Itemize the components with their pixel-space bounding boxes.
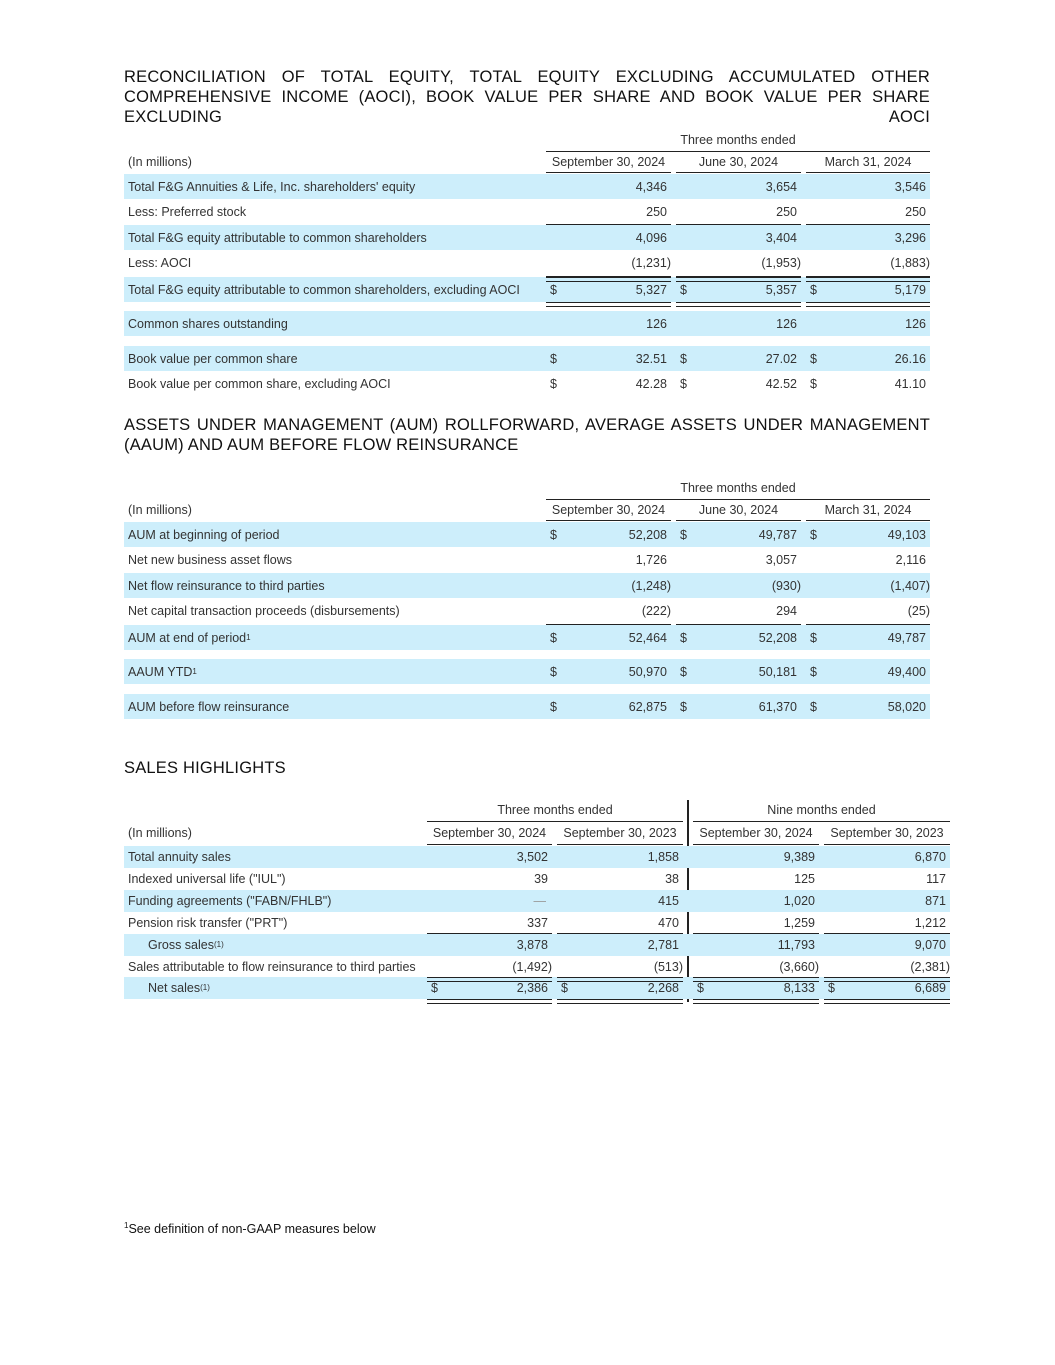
s1-row-label <box>128 250 191 276</box>
s1-cell <box>546 250 671 276</box>
s2-col-header-1: June 30, 2024 <box>698 503 779 517</box>
s2-cell <box>676 522 801 547</box>
s3-subtotal-rule <box>824 933 950 934</box>
s1-cell-value: 42.52 <box>765 376 797 391</box>
s1-cell-value: 3,546 <box>894 179 926 194</box>
s3-cell-value: 9,070 <box>914 938 946 952</box>
s2-cell-value: (1,407) <box>890 578 930 593</box>
s2-cell-value: 61,370 <box>758 699 797 714</box>
s1-cell-value: 3,654 <box>765 179 797 194</box>
s1-cell-value: 4,346 <box>635 179 667 194</box>
s3-cell <box>824 846 950 868</box>
s3-row-label <box>128 912 287 933</box>
s1-cell-value: 41.10 <box>894 376 926 391</box>
s3-total-rule <box>824 977 950 982</box>
s1-dollar-sign: $ <box>810 282 817 297</box>
s3-cell-value: (513) <box>653 959 683 974</box>
s2-cell <box>546 547 671 572</box>
s1-subtotal-rule <box>546 224 671 225</box>
s1-cell-value: 250 <box>905 204 926 219</box>
s2-cell <box>676 659 801 684</box>
s2-cell-value: 1,726 <box>635 552 667 567</box>
s1-cell <box>806 174 930 199</box>
s2-cell-value: 52,208 <box>628 527 667 542</box>
s1-total-double-rule <box>546 302 671 307</box>
s3-row-1 <box>124 868 950 890</box>
s3-subtotal-rule <box>693 933 819 934</box>
s1-cell-value: 32.51 <box>635 351 667 366</box>
s1-total-double-rule <box>806 302 930 307</box>
s1-total-rule <box>546 277 671 282</box>
s3-total-double-rule <box>427 999 552 1004</box>
s3-cell-value: 6,870 <box>914 850 946 864</box>
s2-cell <box>806 573 930 598</box>
s3-period-underline-2 <box>693 821 950 822</box>
s3-cell <box>824 868 950 890</box>
s1-total-double-rule <box>676 302 801 307</box>
s2-dollar-sign: $ <box>810 664 817 679</box>
s2-cell-value: 49,400 <box>887 664 926 679</box>
s2-row-label <box>128 522 279 547</box>
s1-row-2 <box>124 225 930 250</box>
s3-col-header-1: September 30, 2023 <box>563 826 677 840</box>
s2-dollar-sign: $ <box>680 527 687 542</box>
s1-row-label <box>128 174 415 199</box>
s3-cell <box>557 934 683 956</box>
s1-cell <box>676 225 801 250</box>
s3-total-double-rule <box>557 999 683 1004</box>
s2-cell <box>676 547 801 572</box>
s2-units-label: (In millions) <box>128 503 192 517</box>
s3-row-0 <box>124 846 950 868</box>
s2-subtotal-rule <box>806 624 930 625</box>
s2-cell-value: 52,208 <box>758 630 797 645</box>
s3-cell-value: 1,020 <box>783 894 815 908</box>
s1-row-5 <box>124 311 930 336</box>
s3-header-underline-2 <box>693 844 819 845</box>
s2-cell-value: 62,875 <box>628 699 667 714</box>
s2-row-label-text: AUM at beginning of period <box>128 527 280 542</box>
s2-dollar-sign: $ <box>680 664 687 679</box>
s3-cell <box>824 912 950 933</box>
s2-dollar-sign: $ <box>810 699 817 714</box>
footnote-text: See definition of non-GAAP measures below <box>128 1222 376 1236</box>
s1-cell <box>546 371 671 396</box>
s1-cell <box>546 199 671 224</box>
s3-cell-value: 2,268 <box>647 981 679 995</box>
s2-cell-value: (1,248) <box>631 578 671 593</box>
s3-cell-value: 11,793 <box>777 938 815 952</box>
s3-cell-value: 2,386 <box>516 981 548 995</box>
s2-row-4 <box>124 625 930 650</box>
s1-row-3 <box>124 250 930 276</box>
s2-row-5 <box>124 659 930 684</box>
s1-row-label-text: Less: AOCI <box>128 256 192 270</box>
s1-cell-value: 250 <box>776 204 797 219</box>
s2-cell <box>546 659 671 684</box>
s1-cell-value: (1,883) <box>890 256 930 270</box>
s3-row-label: Net sales (1) <box>148 981 210 995</box>
s3-cell-value: 337 <box>527 915 548 930</box>
s2-header-underline-2 <box>806 520 930 521</box>
s2-cell-value: 50,970 <box>628 664 667 679</box>
s3-row-label: Gross sales (1) <box>148 938 224 952</box>
s3-total-rule <box>427 977 552 982</box>
s1-dollar-sign: $ <box>680 351 687 366</box>
s3-cell-value: 1,259 <box>783 915 815 930</box>
s3-period-underline-1 <box>427 821 683 822</box>
s3-total-rule <box>557 977 683 982</box>
s3-cell <box>693 912 819 933</box>
s1-row-label-text: Total F&G Annuities & Life, Inc. shareholders' equity <box>128 179 416 194</box>
s1-row-label <box>128 277 520 302</box>
s2-row-label-text: Net new business asset flows <box>128 552 292 567</box>
s3-total-rule <box>693 977 819 982</box>
s3-cell <box>824 890 950 912</box>
s2-cell <box>806 694 930 719</box>
s1-dollar-sign: $ <box>550 351 557 366</box>
s1-header-underline-0 <box>546 172 671 173</box>
s2-cell <box>546 522 671 547</box>
s3-cell-value: 470 <box>658 915 679 930</box>
s2-cell-value: 2,116 <box>895 552 926 567</box>
s1-cell-value: 4,096 <box>635 230 667 245</box>
s1-row-6 <box>124 346 930 371</box>
s1-cell-value: (1,231) <box>631 256 671 270</box>
s3-cell <box>427 956 552 977</box>
s2-dollar-sign: $ <box>550 664 557 679</box>
s2-cell-value: 294 <box>776 604 797 618</box>
footnote <box>124 1222 376 1236</box>
s1-cell <box>806 225 930 250</box>
s2-cell-value: (222) <box>641 604 671 618</box>
s1-row-label-text: Total F&G equity attributable to common shareholders, excluding AOCI <box>128 282 520 297</box>
s3-header-underline-1 <box>557 844 683 845</box>
s3-total-double-rule <box>824 999 950 1004</box>
s2-cell <box>676 694 801 719</box>
s1-col-header-0: September 30, 2024 <box>551 155 666 169</box>
s3-cell-value: (1,492) <box>512 959 552 974</box>
s3-cell-value: 39 <box>534 872 548 886</box>
s3-col-header-0: September 30, 2024 <box>432 826 547 840</box>
s3-cell <box>824 934 950 956</box>
s3-cell-value: 1,212 <box>914 915 946 930</box>
s2-row-label-text: AUM before flow reinsurance <box>128 699 290 714</box>
s1-cell <box>806 250 930 276</box>
s3-cell-value: 38 <box>665 872 679 886</box>
s1-cell <box>546 225 671 250</box>
s3-cell <box>427 912 552 933</box>
s1-cell-value: 3,296 <box>894 230 926 245</box>
s2-cell-value: (25) <box>907 604 930 618</box>
s1-dollar-sign: $ <box>680 376 687 391</box>
s1-cell <box>676 174 801 199</box>
s1-dollar-sign: $ <box>810 376 817 391</box>
s2-header-underline-0 <box>546 520 671 521</box>
s3-row-4 <box>124 934 950 956</box>
s3-cell <box>427 846 552 868</box>
s1-header-underline-2 <box>806 172 930 173</box>
s1-col-header-2: March 31, 2024 <box>824 155 912 169</box>
s3-cell-value: 871 <box>925 894 946 908</box>
s3-dollar-sign: $ <box>561 981 568 995</box>
s2-dollar-sign: $ <box>550 527 557 542</box>
s1-cell <box>806 346 930 371</box>
s1-row-label <box>128 199 246 224</box>
s2-period-underline <box>546 499 930 500</box>
s2-row-label: AAUM YTD 1 <box>128 664 197 679</box>
s1-row-1 <box>124 199 930 224</box>
s2-cell-value: 3,057 <box>765 552 797 567</box>
s3-row-label-text: Funding agreements ("FABN/FHLB") <box>128 894 332 908</box>
s1-total-rule <box>676 277 801 282</box>
s2-dollar-sign: $ <box>810 527 817 542</box>
s3-row-5 <box>124 956 950 977</box>
s2-cell <box>806 522 930 547</box>
s3-cell-value: 2,781 <box>647 938 679 952</box>
s3-subtotal-rule <box>427 933 552 934</box>
s2-row-label-text: Net flow reinsurance to third parties <box>128 578 325 593</box>
s1-cell-value: 26.16 <box>894 351 926 366</box>
s3-subtotal-rule <box>557 933 683 934</box>
s3-cell <box>427 890 552 912</box>
s3-dollar-sign: $ <box>431 981 438 995</box>
s3-row-label <box>128 868 286 890</box>
s3-cell-value: 9,389 <box>783 850 815 864</box>
s1-cell-value: 126 <box>646 316 667 331</box>
s1-row-label <box>128 371 391 396</box>
s3-cell <box>557 868 683 890</box>
s2-cell <box>806 598 930 624</box>
s3-cell-value: (3,660) <box>779 959 819 974</box>
s2-cell <box>806 625 930 650</box>
s1-row-label-text: Book value per common share <box>128 351 298 366</box>
s3-cell <box>557 846 683 868</box>
s3-units-label: (In millions) <box>128 826 192 840</box>
s2-dollar-sign: $ <box>550 630 557 645</box>
s2-row-label <box>128 547 292 572</box>
s1-cell <box>676 311 801 336</box>
s3-cell-value: 8,133 <box>783 981 815 995</box>
s3-dollar-sign: $ <box>828 981 835 995</box>
s1-row-label-text: Total F&G equity attributable to common shareholders <box>128 230 427 245</box>
s1-cell-value: 5,179 <box>894 282 926 297</box>
s1-cell <box>546 311 671 336</box>
s3-row-label-text: Gross sales <box>148 938 214 952</box>
s3-cell <box>557 912 683 933</box>
s1-cell <box>806 199 930 224</box>
s1-row-label-text: Common shares outstanding <box>128 316 288 331</box>
s2-dollar-sign: $ <box>680 630 687 645</box>
s2-row-6 <box>124 694 930 719</box>
section3-title: SALES HIGHLIGHTS <box>124 759 286 777</box>
s3-cell-value: 415 <box>658 894 679 908</box>
s2-row-2 <box>124 573 930 598</box>
s1-row-7 <box>124 371 930 396</box>
s3-row-label-text: Sales attributable to flow reinsurance to third parties <box>128 959 416 974</box>
s2-row-label-text: AAUM YTD <box>128 664 193 679</box>
s1-cell-value: 126 <box>776 316 797 331</box>
s1-dollar-sign: $ <box>810 351 817 366</box>
s2-cell <box>806 659 930 684</box>
s3-row-label-text: Indexed universal life ("IUL") <box>128 872 286 886</box>
s1-cell-value: 126 <box>905 316 926 331</box>
s1-row-label-text: Book value per common share, excluding AOCI <box>128 376 391 391</box>
s1-row-label <box>128 225 427 250</box>
s3-row-3 <box>124 912 950 933</box>
s2-cell <box>546 573 671 598</box>
s2-cell <box>546 694 671 719</box>
s1-cell <box>676 250 801 276</box>
s1-cell <box>676 371 801 396</box>
s3-col-header-2: September 30, 2024 <box>699 826 813 840</box>
s3-cell <box>693 934 819 956</box>
s1-cell <box>676 346 801 371</box>
s3-cell-value: 1,858 <box>647 850 679 864</box>
s2-row-0 <box>124 522 930 547</box>
s1-cell-value: 5,327 <box>635 282 667 297</box>
s1-row-0 <box>124 174 930 199</box>
s1-period-underline <box>546 151 930 152</box>
s1-cell-value: 3,404 <box>765 230 797 245</box>
s1-dollar-sign: $ <box>680 282 687 297</box>
s2-row-label-text: AUM at end of period <box>128 630 247 645</box>
s2-header-underline-1 <box>676 520 801 521</box>
s3-cell-value: 117 <box>926 872 946 886</box>
s3-cell <box>557 890 683 912</box>
s1-dollar-sign: $ <box>550 376 557 391</box>
s1-row-label <box>128 311 288 336</box>
s2-row-label <box>128 694 289 719</box>
s3-cell <box>693 956 819 977</box>
s2-cell-value: 58,020 <box>887 699 926 714</box>
s3-row-label <box>128 846 231 868</box>
section1-title: RECONCILIATION OF TOTAL EQUITY, TOTAL EQUITY EXCLUDING ACCUMULATED OTHER COMPREHENSIVE INCOME (AOCI), BOOK VALUE PER SHARE AND BOOK VALUE PER SHARE EXCLUDING AOCI <box>124 68 930 126</box>
s2-dollar-sign: $ <box>550 699 557 714</box>
s2-subtotal-rule <box>676 624 801 625</box>
s2-cell-value: (930) <box>771 578 801 593</box>
s2-row-label <box>128 573 325 598</box>
s1-subtotal-rule <box>676 224 801 225</box>
s2-cell-value: 52,464 <box>628 630 667 645</box>
s1-cell-value: 42.28 <box>635 376 667 391</box>
s2-row-label: AUM at end of period 1 <box>128 630 251 645</box>
s3-cell <box>693 868 819 890</box>
s3-cell <box>427 934 552 956</box>
s1-row-label-text: Less: Preferred stock <box>128 204 247 219</box>
s1-cell <box>546 174 671 199</box>
s2-cell <box>676 573 801 598</box>
s3-row-label <box>128 890 331 912</box>
s3-header-underline-0 <box>427 844 552 845</box>
s2-col-header-2: March 31, 2024 <box>824 503 912 517</box>
s3-row-label <box>128 956 416 977</box>
s2-cell <box>676 625 801 650</box>
s2-row-label-text: Net capital transaction proceeds (disbursements) <box>128 604 400 618</box>
s1-cell <box>546 346 671 371</box>
s1-row-label <box>128 346 298 371</box>
s2-cell-value: 49,787 <box>887 630 926 645</box>
s1-cell-value: 5,357 <box>765 282 797 297</box>
s1-cell-value: 27.02 <box>765 351 797 366</box>
s1-cell-value: (1,953) <box>761 256 801 270</box>
s2-period-header: Three months ended <box>680 481 796 495</box>
s3-period-header-1: Three months ended <box>497 803 613 817</box>
s1-cell <box>676 199 801 224</box>
s1-units-label: (In millions) <box>128 155 192 169</box>
s3-cell-value: 3,502 <box>516 850 548 864</box>
s1-cell <box>806 371 930 396</box>
s3-row-label-text: Pension risk transfer ("PRT") <box>128 915 288 930</box>
s3-row-2 <box>124 890 950 912</box>
section2-title: ASSETS UNDER MANAGEMENT (AUM) ROLLFORWARD, AVERAGE ASSETS UNDER MANAGEMENT (AAUM) AND AUM BEFORE FLOW REINSURANCE <box>124 416 930 454</box>
s1-dollar-sign: $ <box>550 282 557 297</box>
s2-cell <box>546 598 671 624</box>
s3-cell-value: 125 <box>794 872 815 886</box>
s1-cell-value: 250 <box>646 204 667 219</box>
s2-row-3 <box>124 598 930 624</box>
footnote-marker: 1 <box>124 1220 129 1230</box>
s3-dollar-sign: $ <box>697 981 704 995</box>
s1-period-header: Three months ended <box>680 133 796 147</box>
s3-cell-value: (2,381) <box>910 959 950 974</box>
s2-row-label <box>128 598 400 624</box>
s2-dollar-sign: $ <box>810 630 817 645</box>
s2-cell-value: 49,787 <box>758 527 797 542</box>
s3-cell <box>693 846 819 868</box>
s3-cell <box>557 956 683 977</box>
s3-cell <box>824 956 950 977</box>
s3-total-double-rule <box>693 999 819 1004</box>
s3-cell-value: — <box>533 894 546 908</box>
s2-col-header-0: September 30, 2024 <box>551 503 666 517</box>
s1-cell <box>806 311 930 336</box>
s2-cell <box>676 598 801 624</box>
s2-dollar-sign: $ <box>680 699 687 714</box>
s3-col-header-3: September 30, 2023 <box>830 826 944 840</box>
s3-row-label-text: Net sales <box>148 981 201 995</box>
s1-col-header-1: June 30, 2024 <box>698 155 779 169</box>
s3-period-header-2: Nine months ended <box>767 803 876 817</box>
s2-cell <box>546 625 671 650</box>
s3-cell <box>427 868 552 890</box>
s2-row-1 <box>124 547 930 572</box>
s3-cell-value: 3,878 <box>516 938 548 952</box>
s1-total-rule <box>806 277 930 282</box>
s3-cell-value: 6,689 <box>914 981 946 995</box>
s2-cell <box>806 547 930 572</box>
s2-cell-value: 49,103 <box>887 527 926 542</box>
s3-cell <box>693 890 819 912</box>
s3-row-label-text: Total annuity sales <box>128 850 231 864</box>
s1-subtotal-rule <box>806 224 930 225</box>
s3-header-underline-3 <box>824 844 950 845</box>
s1-header-underline-1 <box>676 172 801 173</box>
s2-cell-value: 50,181 <box>758 664 797 679</box>
s2-subtotal-rule <box>546 624 671 625</box>
